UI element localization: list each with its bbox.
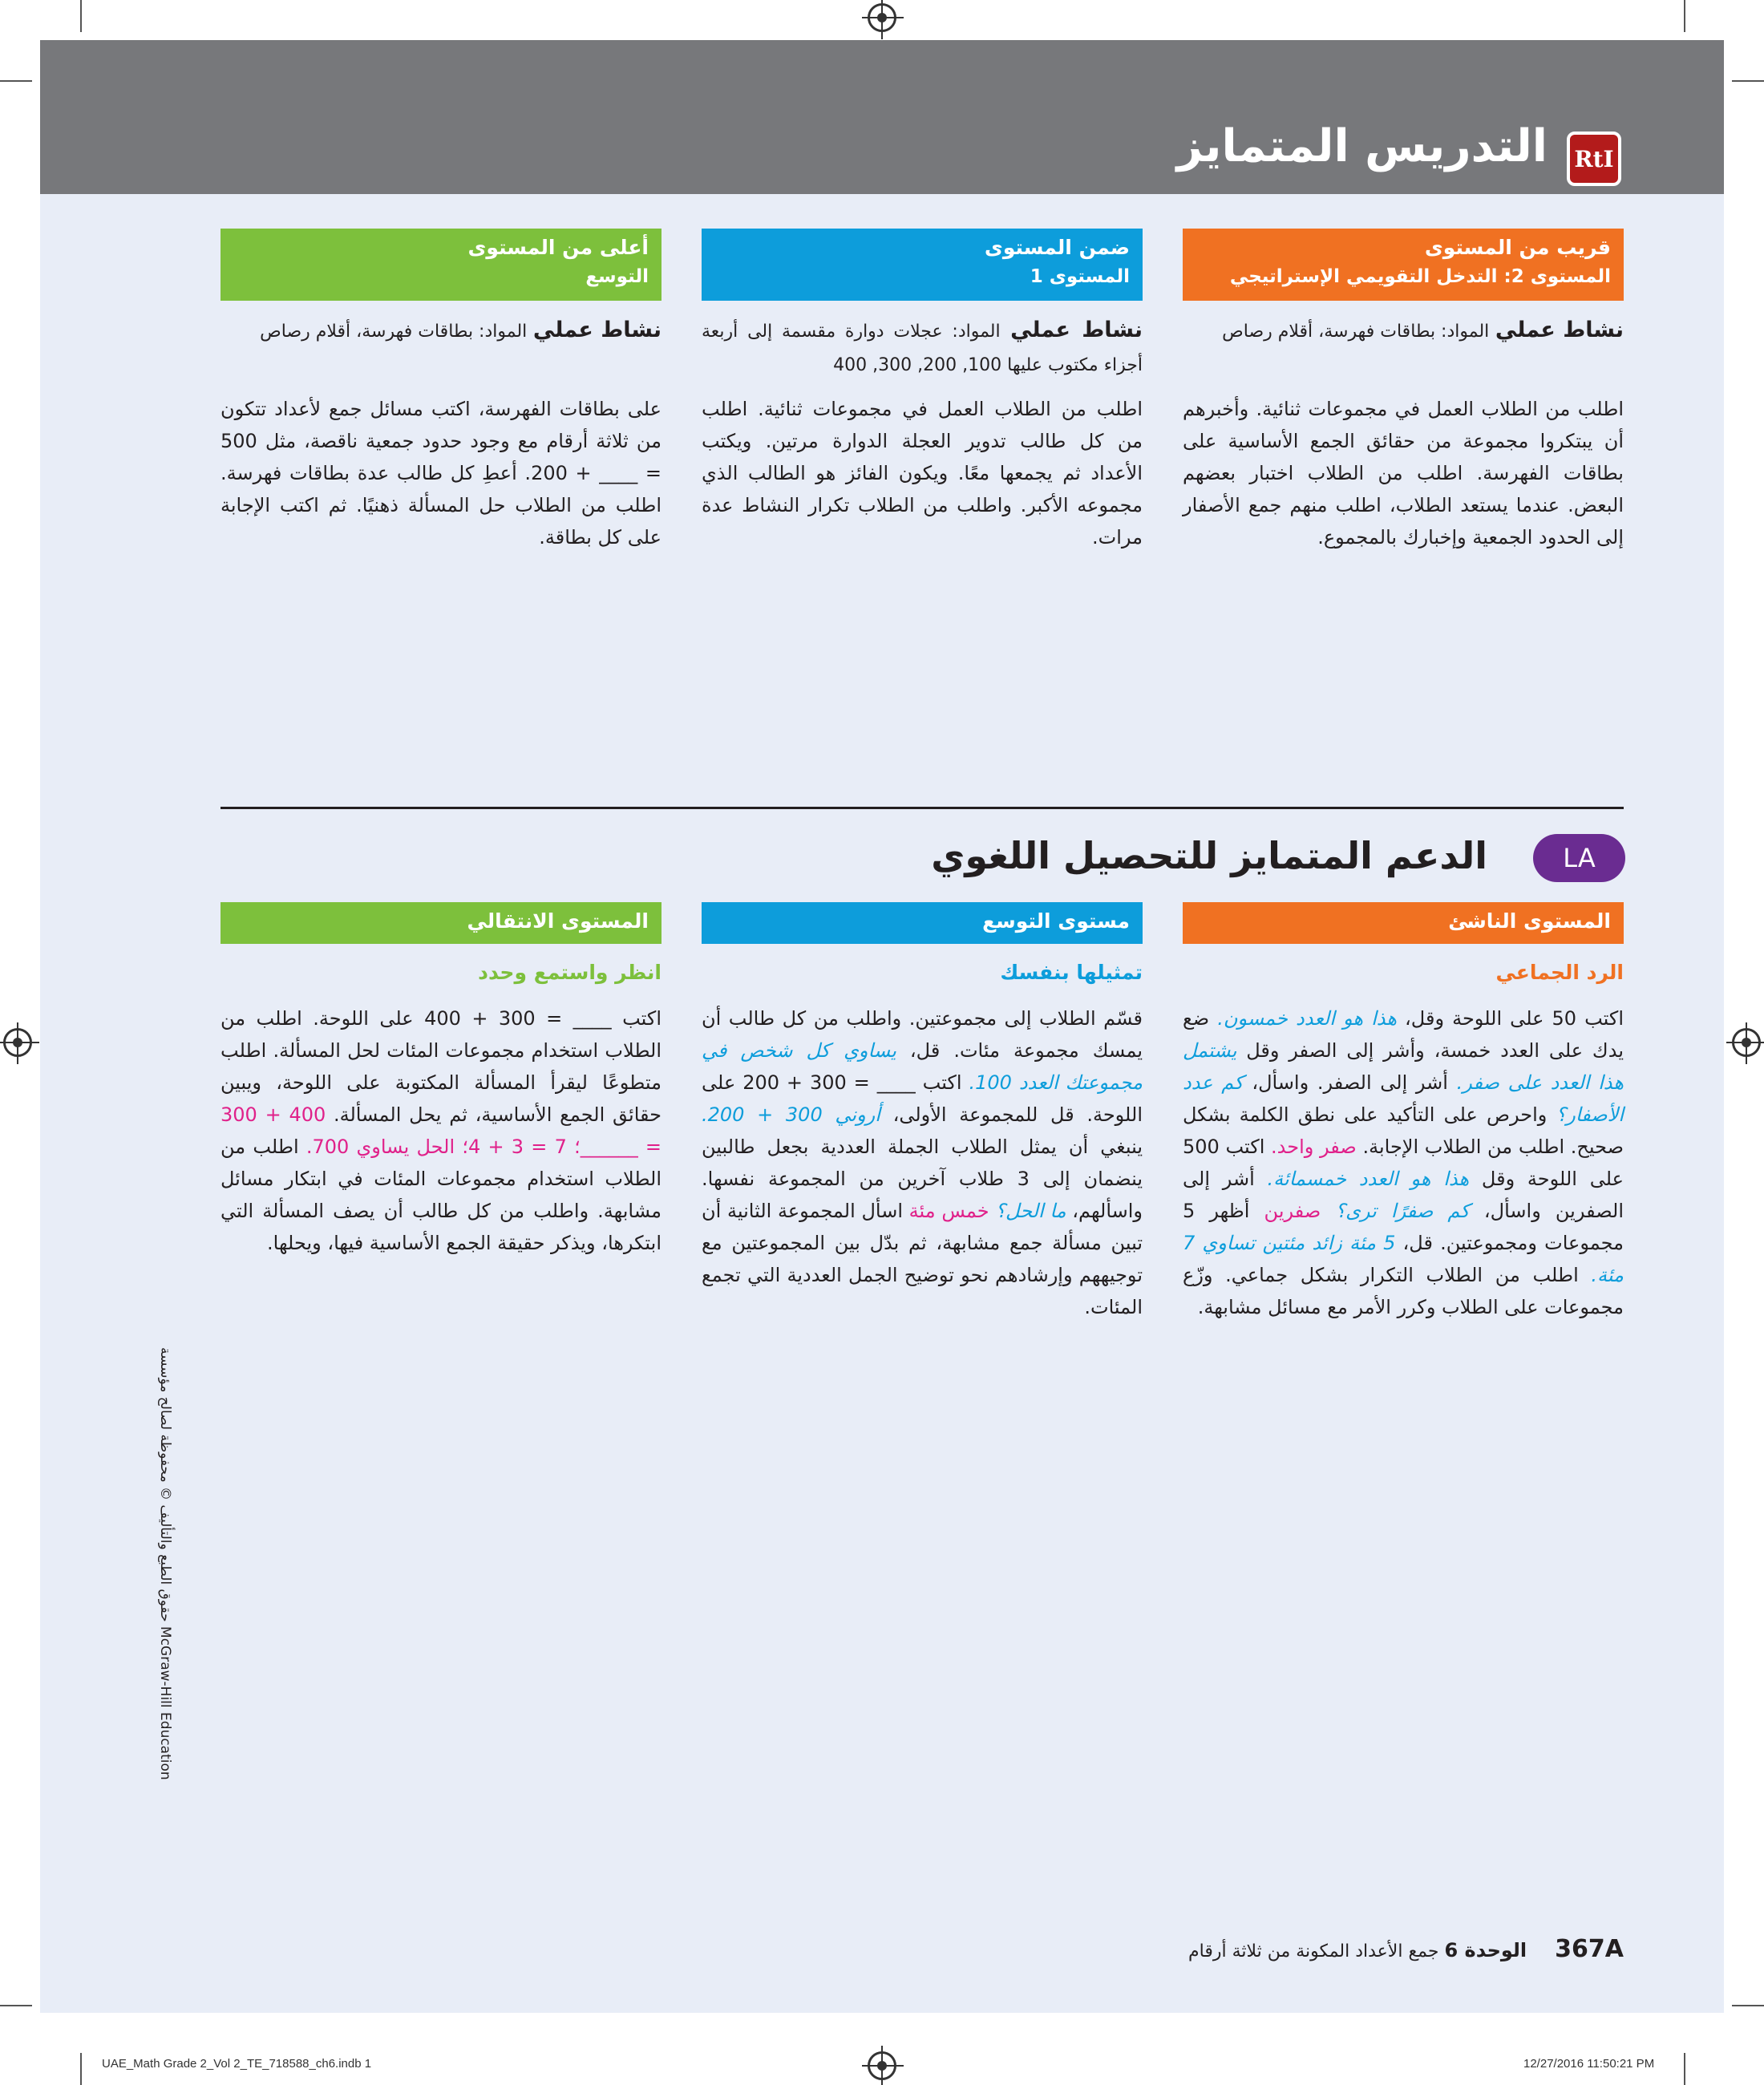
header-line2: التوسع bbox=[585, 266, 649, 287]
text-segment: اطلب من الطلاب التكرار بشكل جماعي. وزّع مجموعات على الطلاب وكرر الأمر مع مسائل مشابهة. bbox=[1183, 1264, 1624, 1318]
header-line1: أعلى من المستوى bbox=[467, 236, 649, 259]
text-segment: صفر واحد. bbox=[1271, 1136, 1357, 1158]
rti-activity-beyond bbox=[220, 314, 662, 348]
text-segment: كم عدد الأصفار؟ bbox=[1183, 1071, 1624, 1126]
slug-timestamp: 12/27/2016 11:50:21 PM bbox=[1523, 2057, 1655, 2071]
activity-label: نشاط عملي bbox=[532, 318, 662, 342]
text-segment: صفرين bbox=[1264, 1200, 1336, 1222]
rti-text-approaching: اطلب من الطلاب العمل في مجموعات ثنائية. وأخبرهم أن يبتكروا مجموعة من حقائق الجمع الأساسية على بطاقات الفهرسة. اطلب من الطلاب اختبار بعضهم البعض. عندما يستعد الطلاب، اطلب منهم جمع الأصفار إلى الحدود الجمعية وإخبارك بالمجموع. bbox=[1183, 398, 1624, 549]
rti-activity-on-level bbox=[702, 314, 1143, 382]
header-line2: المستوى 2: التدخل التقويمي الإستراتيجي bbox=[1229, 266, 1611, 287]
crop-mark bbox=[0, 80, 32, 82]
text-segment: كم صفرًا ترى؟ bbox=[1335, 1200, 1470, 1222]
section-divider bbox=[220, 807, 1624, 809]
text-segment: اكتب ____ = 300 + 400 على اللوحة. اطلب من الطلاب استخدام مجموعات المئات لحل المسألة. اطلب متطوعًا ليقرأ المسألة المكتوبة على اللوحة، ويبين حقائق الجمع الأساسية، ثم يحل المسألة. bbox=[220, 1007, 662, 1126]
materials-text: المواد: بطاقات فهرسة، أقلام رصاص bbox=[1222, 322, 1490, 342]
la-text-expanding bbox=[702, 1002, 1143, 1323]
materials-text: المواد: بطاقات فهرسة، أقلام رصاص bbox=[260, 322, 528, 342]
page-footer bbox=[1188, 1935, 1624, 1963]
page-number: 367A bbox=[1555, 1935, 1624, 1963]
registration-mark-icon bbox=[3, 1028, 32, 1057]
la-header-bridging: المستوى الانتقالي bbox=[220, 902, 662, 944]
text-segment: هذا هو العدد خمسمائة. bbox=[1267, 1168, 1470, 1190]
registration-mark-icon bbox=[868, 2051, 896, 2080]
la-header-expanding: مستوى التوسع bbox=[702, 902, 1143, 944]
la-text-emerging bbox=[1183, 1002, 1624, 1323]
text-segment: 400 + 300 = ______؛ 7 = 3 + 4؛ الحل يساوي 700. bbox=[220, 1103, 662, 1158]
rti-activity-approaching bbox=[1183, 314, 1624, 348]
rti-text-beyond: على بطاقات الفهرسة، اكتب مسائل جمع لأعداد تتكون من ثلاثة أرقام مع وجود حدود جمعية ناقصة، مثل 500 = ____ + 200. أعطِ كل طالب عدة بطاقات فهرسة. اطلب من الطلاب حل المسألة ذهنيًا. ثم اكتب الإجابة على كل بطاقة. bbox=[220, 398, 662, 549]
copyright-spine-text: حقوق الطبع والتأليف © محفوظة لصالح مؤسسة McGraw-Hill Education bbox=[157, 1347, 173, 1780]
crop-mark bbox=[80, 0, 82, 32]
crop-mark bbox=[80, 2053, 82, 2085]
rti-text-on-level: اطلب من الطلاب العمل في مجموعات ثنائية. اطلب من كل طالب تدوير العجلة الدوارة مرتين. ويكتب الأعداد ثم يجمعها معًا. ويكون الفائز هو الطالب الذي مجموعه الأكبر. واطلب من الطلاب تكرار النشاط عدة مرات. bbox=[702, 398, 1143, 549]
registration-mark-icon bbox=[868, 3, 896, 32]
text-segment: ما الحل؟ bbox=[995, 1200, 1066, 1222]
text-segment: قسّم الطلاب إلى مجموعتين. واطلب من كل طالب أن يمسك مجموعة مئات. قل، bbox=[702, 1007, 1143, 1062]
la-header-emerging: المستوى الناشئ bbox=[1183, 902, 1624, 944]
text-segment: 5 مئة زائد مئتين تساوي 7 مئة. bbox=[1183, 1232, 1624, 1286]
text-segment: أظهر 5 مجموعات ومجموعتين. قل، bbox=[1183, 1200, 1624, 1254]
text-segment: أشر إلى الصفرين واسأل، bbox=[1183, 1168, 1624, 1222]
text-segment: يشتمل هذا العدد على صفر. bbox=[1183, 1039, 1624, 1094]
crop-mark bbox=[1732, 2005, 1764, 2006]
text-segment: خمس مئة bbox=[908, 1200, 996, 1222]
text-segment: ينبغي أن يمثل الطلاب الجملة العددية بجعل طالبين ينضمان إلى 3 طلاب آخرين من المجموعة نفسها. واسألهم، bbox=[702, 1136, 1143, 1222]
rti-badge: RtI bbox=[1567, 132, 1621, 186]
text-segment: يساوي كل شخص في مجموعتك العدد 100. bbox=[702, 1039, 1143, 1094]
registration-mark-icon bbox=[1732, 1028, 1761, 1057]
la-subheader-expanding: تمثيلها بنفسك bbox=[1000, 961, 1143, 984]
la-text-bridging bbox=[220, 1002, 662, 1259]
header-line1: قريب من المستوى bbox=[1424, 236, 1611, 259]
la-badge: LA bbox=[1533, 834, 1625, 882]
text-segment: أروني 300 + 200. bbox=[702, 1103, 880, 1126]
crop-mark bbox=[1684, 0, 1685, 32]
crop-mark bbox=[1684, 2053, 1685, 2085]
text-segment: اكتب ____ = 300 + 200 على اللوحة. قل للمجموعة الأولى، bbox=[702, 1071, 1143, 1126]
activity-label: نشاط عملي bbox=[1495, 318, 1624, 342]
la-subheader-emerging: الرد الجماعي bbox=[1495, 961, 1624, 984]
activity-label: نشاط عملي bbox=[1010, 318, 1143, 342]
unit-title: جمع الأعداد المكونة من ثلاثة أرقام bbox=[1188, 1941, 1439, 1962]
rti-header-beyond bbox=[220, 229, 662, 301]
text-segment: هذا هو العدد خمسون. bbox=[1217, 1007, 1397, 1030]
crop-mark bbox=[1732, 80, 1764, 82]
la-subheader-bridging: انظر واستمع وحدد bbox=[478, 961, 662, 984]
text-segment: اطلب من الطلاب استخدام مجموعات المئات في ابتكار مسائل مشابهة. واطلب من كل طالب أن يصف المسألة التي ابتكرها، ويذكر حقيقة الجمع الأساسية فيها، ويحلها. bbox=[220, 1136, 662, 1254]
text-segment: اسأل المجموعة الثانية أن تبين مسألة جمع مشابهة، ثم بدّل بين المجموعتين مع توجيههم وإرشادهم نحو توضيح الجمل العددية التي تجمع المئات. bbox=[702, 1200, 1143, 1318]
text-segment: اكتب 500 على اللوحة وقل bbox=[1183, 1136, 1624, 1190]
la-section-title: الدعم المتمايز للتحصيل اللغوي bbox=[931, 834, 1487, 877]
materials-text: المواد: عجلات دوارة مقسمة إلى أربعة أجزاء مكتوب عليها 100, 200, 300, 400 bbox=[702, 322, 1143, 375]
unit-label: الوحدة 6 bbox=[1444, 1939, 1527, 1962]
header-line2: المستوى 1 bbox=[1030, 266, 1130, 287]
header-line1: ضمن المستوى bbox=[984, 236, 1130, 259]
text-segment: واحرص على التأكيد على نطق الكلمة بشكل صحيح. اطلب من الطلاب الإجابة. bbox=[1183, 1103, 1624, 1158]
page-title: التدريس المتمايز bbox=[1176, 120, 1548, 172]
crop-mark bbox=[0, 2005, 32, 2006]
rti-header-on-level bbox=[702, 229, 1143, 301]
text-segment: أشر إلى الصفر. واسأل، bbox=[1243, 1071, 1457, 1094]
slug-file-name: UAE_Math Grade 2_Vol 2_TE_718588_ch6.indb 1 bbox=[102, 2057, 372, 2071]
text-segment: ضع يدك على العدد خمسة، وأشر إلى الصفر وقل bbox=[1183, 1007, 1624, 1062]
text-segment: اكتب 50 على اللوحة وقل، bbox=[1397, 1007, 1624, 1030]
rti-header-approaching bbox=[1183, 229, 1624, 301]
